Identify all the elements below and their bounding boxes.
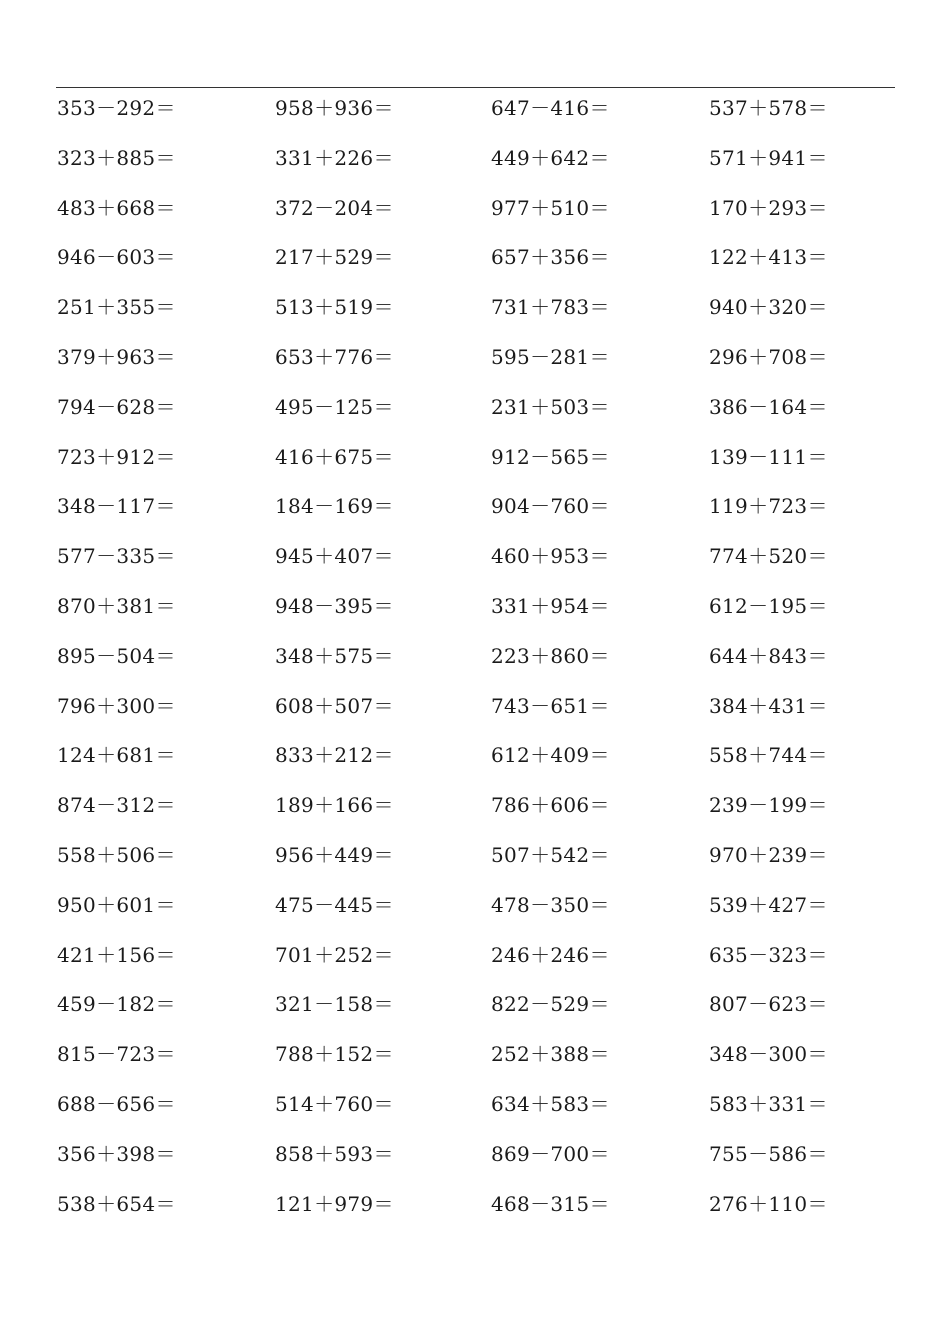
arithmetic-problem: 612－195＝ bbox=[709, 593, 828, 618]
arithmetic-problem: 537＋578＝ bbox=[709, 96, 828, 120]
arithmetic-problem: 251＋355＝ bbox=[57, 295, 176, 320]
arithmetic-problem: 895－504＝ bbox=[57, 643, 176, 668]
arithmetic-problem: 276＋110＝ bbox=[709, 1191, 828, 1216]
problem-row bbox=[57, 333, 897, 383]
arithmetic-problem: 635－323＝ bbox=[709, 942, 828, 967]
arithmetic-problem: 478－350＝ bbox=[491, 892, 610, 917]
arithmetic-problem: 653＋776＝ bbox=[275, 344, 394, 369]
arithmetic-problem: 119＋723＝ bbox=[709, 494, 828, 519]
arithmetic-problem: 786＋606＝ bbox=[491, 793, 610, 818]
problem-row bbox=[57, 632, 897, 682]
arithmetic-problem: 122＋413＝ bbox=[709, 245, 828, 270]
problem-row bbox=[57, 1030, 897, 1080]
arithmetic-problem: 217＋529＝ bbox=[275, 245, 394, 270]
arithmetic-problem: 874－312＝ bbox=[57, 793, 176, 818]
arithmetic-problem: 858＋593＝ bbox=[275, 1141, 394, 1166]
problem-row bbox=[57, 980, 897, 1030]
arithmetic-problem: 958＋936＝ bbox=[275, 96, 394, 120]
arithmetic-problem: 595－281＝ bbox=[491, 344, 610, 369]
problem-row bbox=[57, 831, 897, 881]
problem-row bbox=[57, 1180, 897, 1230]
arithmetic-problem: 139－111＝ bbox=[709, 444, 828, 469]
arithmetic-problem: 956＋449＝ bbox=[275, 842, 394, 867]
arithmetic-problem: 701＋252＝ bbox=[275, 942, 394, 967]
arithmetic-problem: 372－204＝ bbox=[275, 195, 394, 220]
arithmetic-problem: 483＋668＝ bbox=[57, 195, 176, 220]
arithmetic-problem: 124＋681＝ bbox=[57, 743, 176, 768]
arithmetic-problem: 252＋388＝ bbox=[491, 1042, 610, 1067]
problem-row bbox=[57, 1130, 897, 1180]
arithmetic-problem: 331＋226＝ bbox=[275, 145, 394, 170]
arithmetic-problem: 353－292＝ bbox=[57, 96, 176, 120]
arithmetic-problem: 514＋760＝ bbox=[275, 1091, 394, 1116]
arithmetic-problem: 416＋675＝ bbox=[275, 444, 394, 469]
arithmetic-problem: 246＋246＝ bbox=[491, 942, 610, 967]
arithmetic-problem: 796＋300＝ bbox=[57, 693, 176, 718]
arithmetic-problem: 945＋407＝ bbox=[275, 544, 394, 569]
problem-row bbox=[57, 482, 897, 532]
problem-row bbox=[57, 184, 897, 234]
arithmetic-problem: 513＋519＝ bbox=[275, 295, 394, 320]
arithmetic-problem: 348＋575＝ bbox=[275, 643, 394, 668]
problem-row bbox=[57, 881, 897, 931]
arithmetic-problem: 731＋783＝ bbox=[491, 295, 610, 320]
arithmetic-problem: 807－623＝ bbox=[709, 992, 828, 1017]
problem-row bbox=[57, 233, 897, 283]
arithmetic-problem: 189＋166＝ bbox=[275, 793, 394, 818]
problem-row bbox=[57, 931, 897, 981]
problem-row bbox=[57, 731, 897, 781]
arithmetic-problem: 970＋239＝ bbox=[709, 842, 828, 867]
arithmetic-problem: 321－158＝ bbox=[275, 992, 394, 1017]
arithmetic-problem: 495－125＝ bbox=[275, 394, 394, 419]
arithmetic-problem: 231＋503＝ bbox=[491, 394, 610, 419]
problem-row bbox=[57, 283, 897, 333]
arithmetic-problem: 608＋507＝ bbox=[275, 693, 394, 718]
arithmetic-problem: 379＋963＝ bbox=[57, 344, 176, 369]
arithmetic-problem: 833＋212＝ bbox=[275, 743, 394, 768]
arithmetic-problem: 507＋542＝ bbox=[491, 842, 610, 867]
problem-row bbox=[57, 84, 897, 134]
arithmetic-problem: 577－335＝ bbox=[57, 544, 176, 569]
arithmetic-problem: 121＋979＝ bbox=[275, 1191, 394, 1216]
arithmetic-problem: 539＋427＝ bbox=[709, 892, 828, 917]
arithmetic-problem: 223＋860＝ bbox=[491, 643, 610, 668]
arithmetic-problem: 634＋583＝ bbox=[491, 1091, 610, 1116]
arithmetic-problem: 558＋744＝ bbox=[709, 743, 828, 768]
arithmetic-problem: 348－117＝ bbox=[57, 494, 176, 519]
problem-row bbox=[57, 383, 897, 433]
arithmetic-problem: 647－416＝ bbox=[491, 96, 610, 120]
arithmetic-problem: 794－628＝ bbox=[57, 394, 176, 419]
arithmetic-problem-grid bbox=[57, 84, 897, 1229]
arithmetic-problem: 323＋885＝ bbox=[57, 145, 176, 170]
problem-row bbox=[57, 532, 897, 582]
arithmetic-problem: 755－586＝ bbox=[709, 1141, 828, 1166]
arithmetic-problem: 356＋398＝ bbox=[57, 1141, 176, 1166]
problem-row bbox=[57, 781, 897, 831]
arithmetic-problem: 950＋601＝ bbox=[57, 892, 176, 917]
arithmetic-problem: 184－169＝ bbox=[275, 494, 394, 519]
arithmetic-problem: 170＋293＝ bbox=[709, 195, 828, 220]
arithmetic-problem: 940＋320＝ bbox=[709, 295, 828, 320]
arithmetic-problem: 788＋152＝ bbox=[275, 1042, 394, 1067]
arithmetic-problem: 688－656＝ bbox=[57, 1091, 176, 1116]
arithmetic-problem: 774＋520＝ bbox=[709, 544, 828, 569]
arithmetic-problem: 460＋953＝ bbox=[491, 544, 610, 569]
arithmetic-problem: 870＋381＝ bbox=[57, 593, 176, 618]
arithmetic-problem: 348－300＝ bbox=[709, 1042, 828, 1067]
problem-row bbox=[57, 433, 897, 483]
arithmetic-problem: 657＋356＝ bbox=[491, 245, 610, 270]
arithmetic-problem: 386－164＝ bbox=[709, 394, 828, 419]
arithmetic-problem: 296＋708＝ bbox=[709, 344, 828, 369]
arithmetic-problem: 558＋506＝ bbox=[57, 842, 176, 867]
arithmetic-problem: 612＋409＝ bbox=[491, 743, 610, 768]
arithmetic-problem: 946－603＝ bbox=[57, 245, 176, 270]
arithmetic-problem: 912－565＝ bbox=[491, 444, 610, 469]
arithmetic-problem: 644＋843＝ bbox=[709, 643, 828, 668]
arithmetic-problem: 583＋331＝ bbox=[709, 1091, 828, 1116]
arithmetic-problem: 538＋654＝ bbox=[57, 1191, 176, 1216]
arithmetic-problem: 815－723＝ bbox=[57, 1042, 176, 1067]
arithmetic-problem: 239－199＝ bbox=[709, 793, 828, 818]
problem-row bbox=[57, 1080, 897, 1130]
problem-row bbox=[57, 582, 897, 632]
arithmetic-problem: 948－395＝ bbox=[275, 593, 394, 618]
arithmetic-problem: 743－651＝ bbox=[491, 693, 610, 718]
arithmetic-problem: 571＋941＝ bbox=[709, 145, 828, 170]
arithmetic-problem: 459－182＝ bbox=[57, 992, 176, 1017]
arithmetic-problem: 421＋156＝ bbox=[57, 942, 176, 967]
arithmetic-problem: 475－445＝ bbox=[275, 892, 394, 917]
problem-row bbox=[57, 682, 897, 732]
problem-row bbox=[57, 134, 897, 184]
arithmetic-problem: 723＋912＝ bbox=[57, 444, 176, 469]
arithmetic-problem: 331＋954＝ bbox=[491, 593, 610, 618]
arithmetic-problem: 468－315＝ bbox=[491, 1191, 610, 1216]
arithmetic-problem: 869－700＝ bbox=[491, 1141, 610, 1166]
arithmetic-problem: 384＋431＝ bbox=[709, 693, 828, 718]
arithmetic-problem: 904－760＝ bbox=[491, 494, 610, 519]
arithmetic-problem: 449＋642＝ bbox=[491, 145, 610, 170]
arithmetic-problem: 822－529＝ bbox=[491, 992, 610, 1017]
arithmetic-problem: 977＋510＝ bbox=[491, 195, 610, 220]
